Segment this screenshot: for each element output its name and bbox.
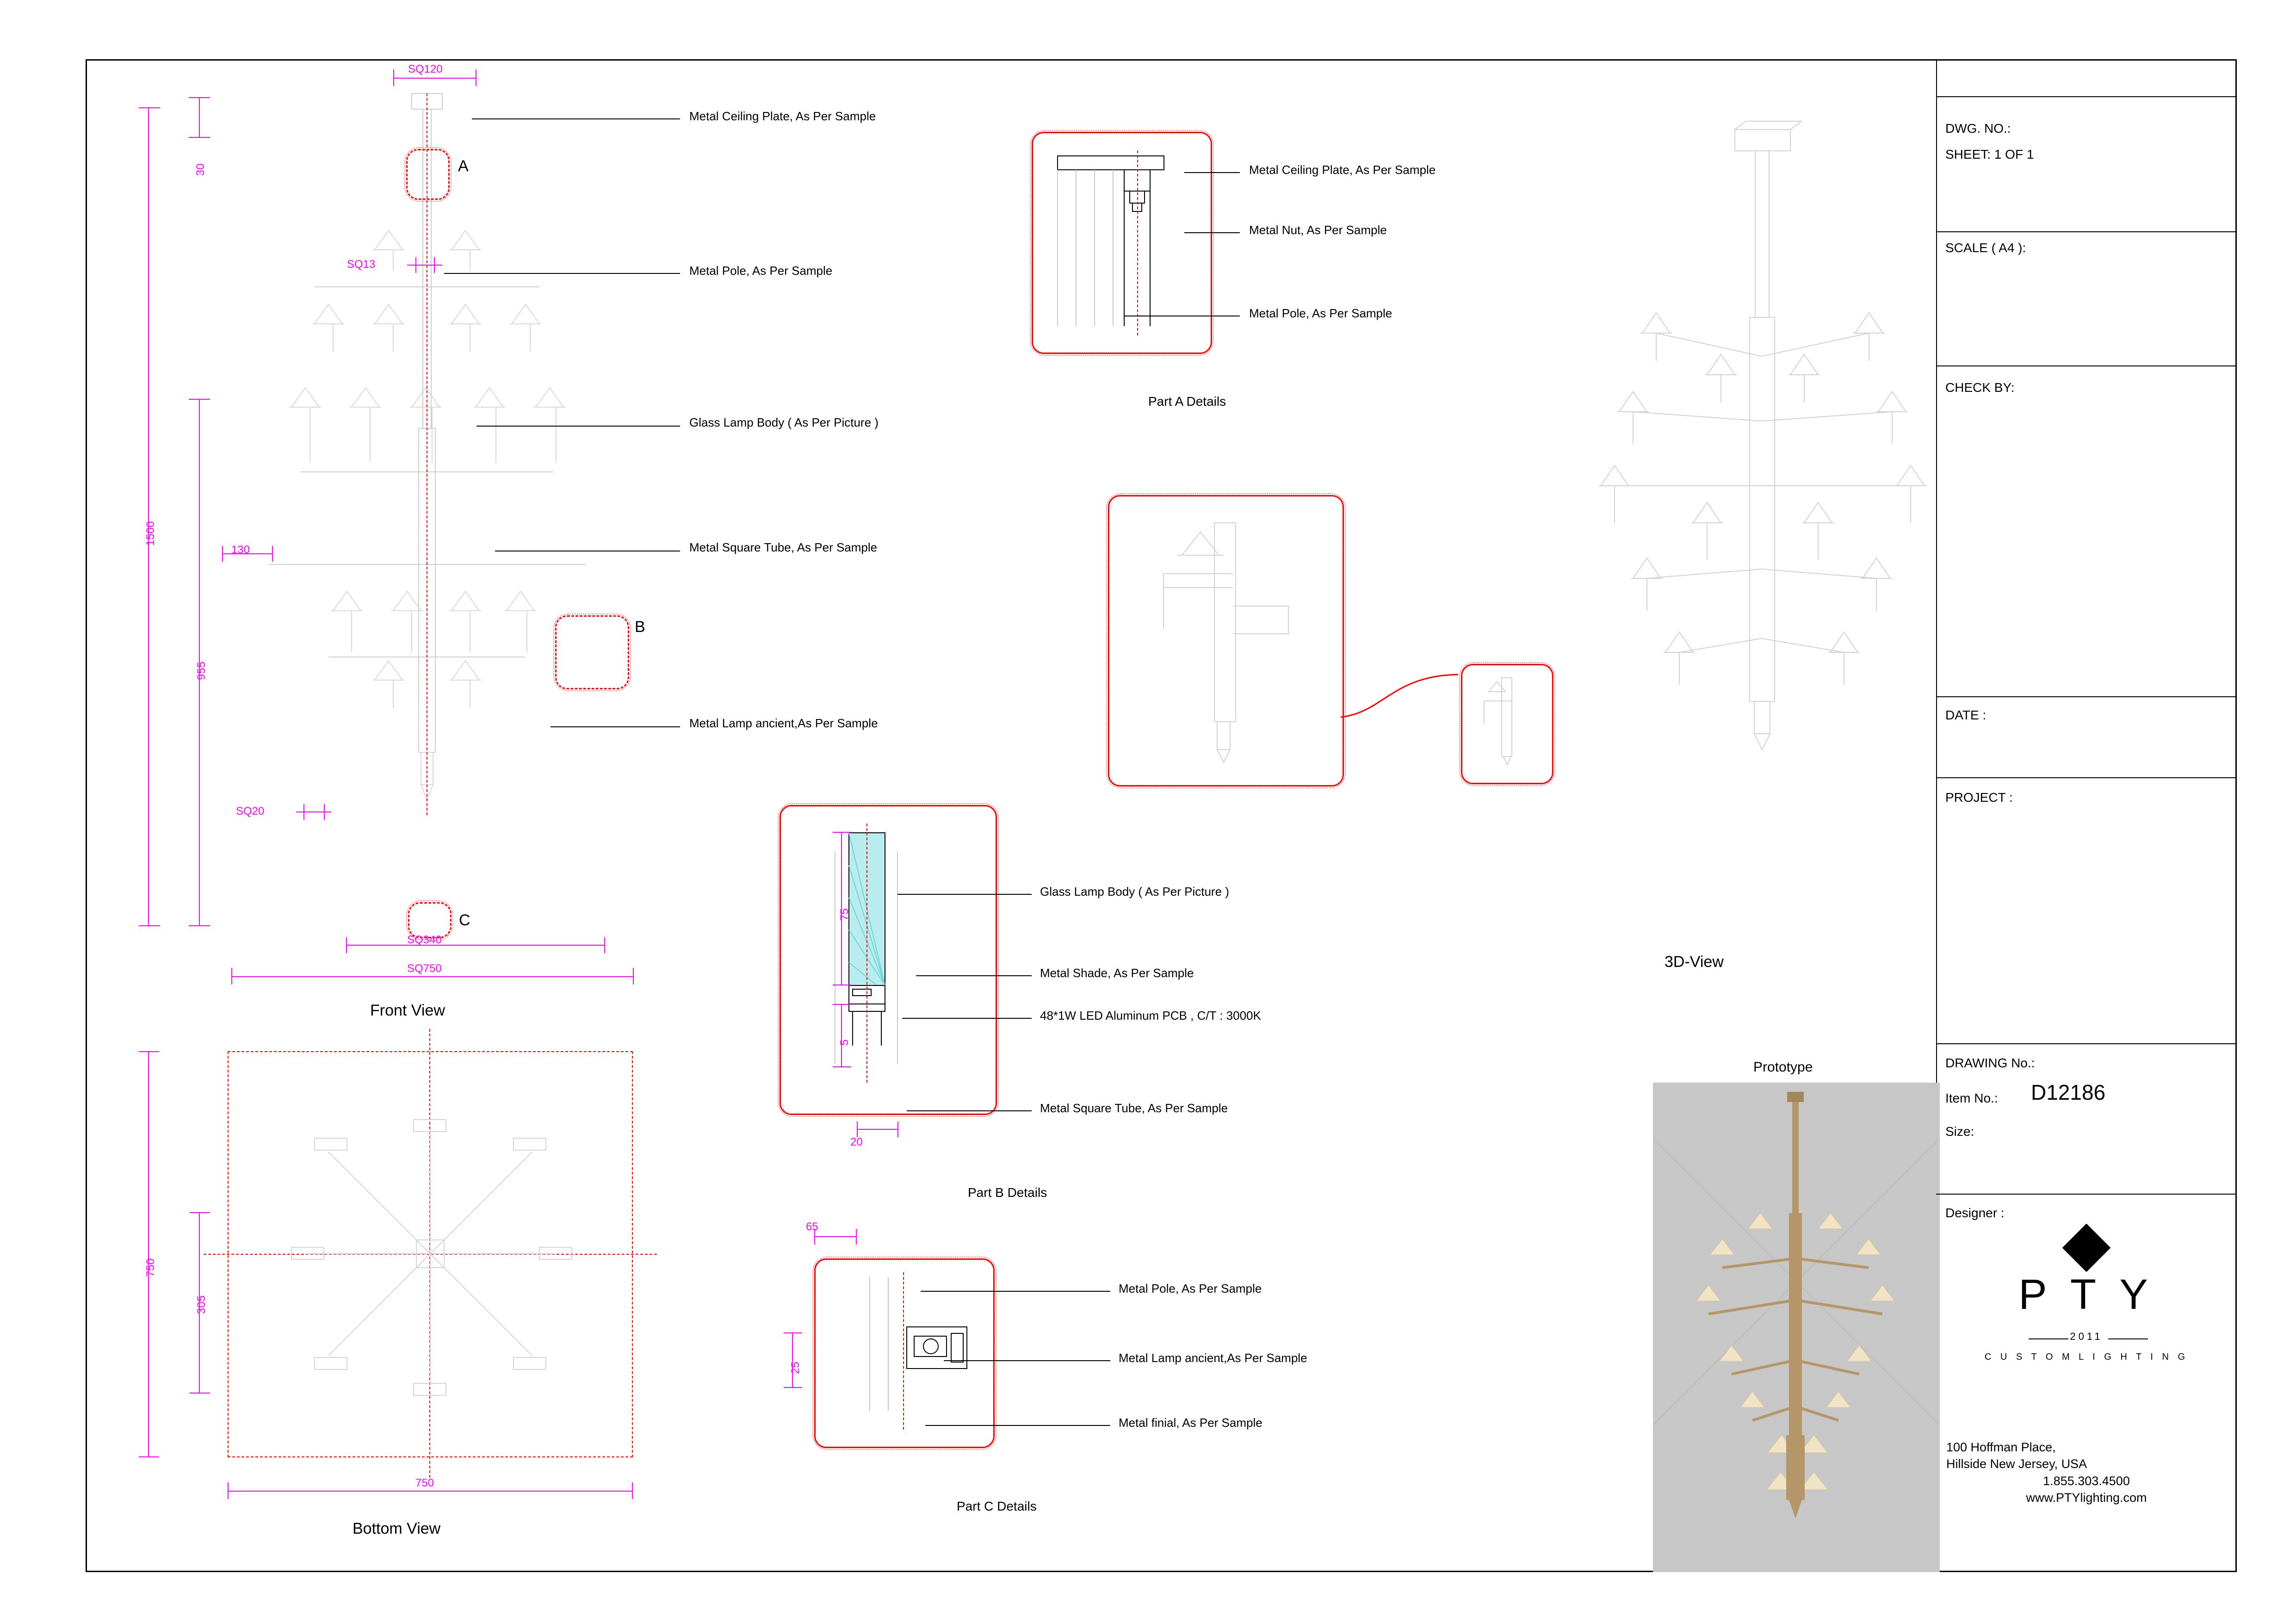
dim-sq120-tick-l bbox=[393, 69, 394, 86]
dim-b750v-line bbox=[148, 1051, 149, 1456]
part-c-leader-1 bbox=[921, 1291, 1110, 1292]
dim-305-text: 305 bbox=[195, 1295, 208, 1314]
part-c-centerline bbox=[903, 1272, 904, 1430]
dim-130-tick-r bbox=[272, 546, 273, 562]
dim-part-b-5: 5 bbox=[838, 1039, 851, 1046]
part-a-geometry bbox=[1032, 132, 1212, 354]
tb-sep-1 bbox=[1936, 96, 2237, 97]
pty-logo bbox=[1936, 1226, 2237, 1430]
tb-check-by-label: CHECK BY: bbox=[1945, 380, 2015, 395]
part-c-title: Part C Details bbox=[957, 1499, 1037, 1513]
brand-name: P T Y bbox=[2018, 1271, 2154, 1318]
tb-sheet-label: SHEET: 1 OF 1 bbox=[1945, 147, 2034, 161]
callout-glass-lamp-body: Glass Lamp Body ( As Per Picture ) bbox=[689, 415, 879, 429]
dim-130-text: 130 bbox=[231, 544, 250, 556]
brand-rule-left bbox=[2029, 1338, 2068, 1339]
tb-size-label: Size: bbox=[1945, 1124, 1974, 1139]
part-a-leader-1 bbox=[1184, 172, 1240, 173]
detail-cloud-c bbox=[408, 902, 452, 938]
view-3d-title: 3D-View bbox=[1665, 953, 1724, 971]
callout-leader-2 bbox=[444, 273, 680, 274]
dim-sq20-tick-l bbox=[303, 804, 304, 820]
dim-sq120-tick-r bbox=[476, 69, 477, 86]
dim-sq120-line bbox=[393, 78, 477, 79]
front-view-title: Front View bbox=[370, 1002, 445, 1019]
dim-b750h-tick-l bbox=[228, 1482, 229, 1499]
part-b-callout-metal-square-tube: Metal Square Tube, As Per Sample bbox=[1040, 1101, 1228, 1115]
callout-leader-5 bbox=[551, 726, 680, 727]
detail-cloud-b bbox=[555, 615, 629, 689]
company-address bbox=[1936, 1439, 2237, 1506]
part-c-callout-metal-finial: Metal finial, As Per Sample bbox=[1119, 1416, 1262, 1430]
tb-item-no-value: D12186 bbox=[2031, 1080, 2106, 1104]
prototype-photo bbox=[1653, 1083, 1940, 1572]
dim-1500-text: 1500 bbox=[144, 521, 157, 546]
part-b-leader-3 bbox=[902, 1018, 1032, 1019]
tb-sep-5 bbox=[1936, 777, 2237, 778]
prototype-title: Prototype bbox=[1753, 1059, 1813, 1075]
part-a-callout-metal-nut: Metal Nut, As Per Sample bbox=[1249, 223, 1387, 237]
part-b-callout-glass-lamp-body: Glass Lamp Body ( As Per Picture ) bbox=[1040, 885, 1229, 898]
part-c-leader-2 bbox=[944, 1360, 1110, 1361]
dim-1500-line bbox=[148, 107, 149, 926]
dim-305-tick-t bbox=[190, 1212, 210, 1213]
diamond-icon bbox=[2062, 1224, 2111, 1272]
dim-sq340-text: SQ340 bbox=[407, 934, 442, 946]
part-b-leader-1 bbox=[897, 894, 1032, 895]
dim-sq13-tick-r bbox=[434, 257, 435, 273]
part-a-callout-ceiling-plate: Metal Ceiling Plate, As Per Sample bbox=[1249, 163, 1436, 177]
brand-year: 2011 bbox=[2070, 1331, 2103, 1342]
tb-dwg-no-label: DWG. NO.: bbox=[1945, 121, 2011, 136]
dim-sq20-text: SQ20 bbox=[236, 805, 265, 818]
dim-sq340-line bbox=[346, 945, 605, 946]
dim-30-tick-b bbox=[189, 137, 210, 138]
dim-955-tick-b bbox=[189, 925, 210, 926]
dim-30-text: 30 bbox=[194, 163, 207, 176]
callout-metal-square-tube: Metal Square Tube, As Per Sample bbox=[689, 540, 878, 554]
bottom-view-title: Bottom View bbox=[353, 1520, 441, 1537]
detail-cloud-a bbox=[406, 149, 450, 200]
part-c-geometry bbox=[814, 1258, 995, 1448]
dim-b750h-line bbox=[228, 1491, 633, 1492]
dim-c-25-line bbox=[792, 1332, 793, 1387]
dim-part-c-65: 65 bbox=[806, 1220, 818, 1233]
callout-leader-3 bbox=[477, 426, 680, 427]
dim-b-5-tick-t bbox=[833, 1004, 851, 1005]
dim-b-5-tick-b bbox=[833, 1066, 851, 1067]
dim-sq750-line bbox=[231, 976, 634, 977]
bottom-view-group bbox=[222, 1046, 638, 1485]
dim-b750h-tick-r bbox=[632, 1482, 633, 1499]
dim-bottom-750-h: 750 bbox=[415, 1477, 434, 1489]
tb-sep-7 bbox=[1936, 1194, 2237, 1195]
tb-sep-2 bbox=[1936, 231, 2237, 232]
dim-b750v-tick-t bbox=[139, 1051, 159, 1052]
zoom-connector bbox=[1332, 638, 1471, 759]
address-line-2: Hillside New Jersey, USA bbox=[1946, 1457, 2087, 1471]
part-a-centerline bbox=[1137, 150, 1138, 335]
part-b-leader-4 bbox=[907, 1110, 1032, 1111]
tb-drawing-no-label: DRAWING No.: bbox=[1945, 1056, 2035, 1070]
brand-subtitle: C U S T O M L I G H T I N G bbox=[1984, 1352, 2189, 1362]
dim-sq750-tick-l bbox=[231, 968, 232, 985]
dim-130-tick-l bbox=[222, 546, 223, 562]
dim-30-line bbox=[199, 97, 200, 137]
part-a-callout-metal-pole: Metal Pole, As Per Sample bbox=[1249, 306, 1392, 320]
dim-1500-tick-b bbox=[139, 925, 160, 926]
tb-date-label: DATE : bbox=[1945, 708, 1987, 722]
detail-mark-a: A bbox=[458, 157, 469, 175]
dim-part-c-25: 25 bbox=[789, 1362, 802, 1374]
brand-rule-right bbox=[2108, 1338, 2148, 1339]
dim-30-tick-t bbox=[189, 97, 210, 98]
dim-955-tick-t bbox=[189, 399, 210, 400]
tb-designer-label: Designer : bbox=[1945, 1206, 2005, 1220]
part-c-callout-metal-lamp-ancient: Metal Lamp ancient,As Per Sample bbox=[1119, 1351, 1307, 1365]
dim-b-5-line bbox=[841, 1004, 842, 1066]
tb-scale-label: SCALE ( A4 ): bbox=[1945, 241, 2026, 255]
part-a-leader-2 bbox=[1184, 232, 1240, 233]
detail-mark-b: B bbox=[635, 618, 645, 636]
dim-part-b-20: 20 bbox=[850, 1136, 863, 1148]
view-3d-group bbox=[1541, 116, 1957, 948]
dim-c-25-tick-t bbox=[784, 1332, 802, 1333]
dim-b750v-tick-b bbox=[139, 1456, 159, 1457]
part-c-callout-metal-pole: Metal Pole, As Per Sample bbox=[1119, 1282, 1262, 1295]
dim-305-tick-b bbox=[190, 1393, 210, 1394]
dim-sq340-tick-r bbox=[604, 937, 605, 953]
part-b-centerline bbox=[866, 824, 867, 1083]
callout-metal-lamp-ancient: Metal Lamp ancient,As Per Sample bbox=[689, 716, 878, 730]
callout-leader-1 bbox=[472, 118, 680, 119]
part-b-geometry bbox=[780, 805, 997, 1115]
dim-sq750-text: SQ750 bbox=[407, 962, 442, 975]
dim-b-75-tick-t bbox=[833, 832, 851, 833]
address-line-4: www.PTYlighting.com bbox=[2026, 1491, 2147, 1505]
dim-c-65-line bbox=[814, 1236, 857, 1237]
tb-sep-4 bbox=[1936, 696, 2237, 697]
dim-b-20-tick-l bbox=[857, 1121, 858, 1137]
part-b-callout-metal-shade: Metal Shade, As Per Sample bbox=[1040, 966, 1194, 980]
tb-sep-6 bbox=[1936, 1043, 2237, 1044]
dim-c-25-tick-b bbox=[784, 1387, 802, 1388]
zoom-source-geometry bbox=[1461, 664, 1553, 784]
dim-sq20-tick-r bbox=[324, 804, 325, 820]
dim-bottom-750-v: 750 bbox=[144, 1258, 157, 1277]
tb-sep-3 bbox=[1936, 365, 2237, 366]
dim-sq750-tick-r bbox=[633, 968, 634, 985]
part-b-leader-2 bbox=[916, 975, 1032, 976]
dim-sq13-text: SQ13 bbox=[347, 258, 376, 271]
address-line-3: 1.855.303.4500 bbox=[2043, 1474, 2130, 1488]
callout-metal-pole: Metal Pole, As Per Sample bbox=[689, 264, 833, 278]
part-c-leader-3 bbox=[925, 1425, 1110, 1426]
part-a-title: Part A Details bbox=[1148, 394, 1226, 409]
dim-part-b-75: 75 bbox=[838, 908, 851, 921]
dim-sq13-tick-l bbox=[415, 257, 416, 273]
dim-b-20-tick-r bbox=[897, 1121, 898, 1137]
dim-sq340-tick-l bbox=[346, 937, 347, 953]
tb-project-label: PROJECT : bbox=[1945, 790, 2013, 805]
detail-mark-c: C bbox=[459, 911, 470, 929]
dim-955-text: 955 bbox=[195, 661, 208, 680]
zoom-target-geometry bbox=[1108, 495, 1344, 787]
callout-metal-ceiling-plate: Metal Ceiling Plate, As Per Sample bbox=[689, 109, 876, 123]
part-b-title: Part B Details bbox=[968, 1185, 1047, 1200]
dim-1500-tick-t bbox=[139, 107, 160, 108]
tb-item-no-label: Item No.: bbox=[1945, 1091, 1998, 1105]
dim-c-65-tick-r bbox=[856, 1229, 857, 1245]
address-line-1: 100 Hoffman Place, bbox=[1946, 1440, 2056, 1454]
dim-sq120-text: SQ120 bbox=[408, 63, 443, 75]
part-b-callout-led-pcb: 48*1W LED Aluminum PCB , C/T : 3000K bbox=[1040, 1009, 1261, 1022]
dim-b-20-line bbox=[857, 1129, 898, 1130]
dim-sq13-line bbox=[407, 265, 442, 266]
